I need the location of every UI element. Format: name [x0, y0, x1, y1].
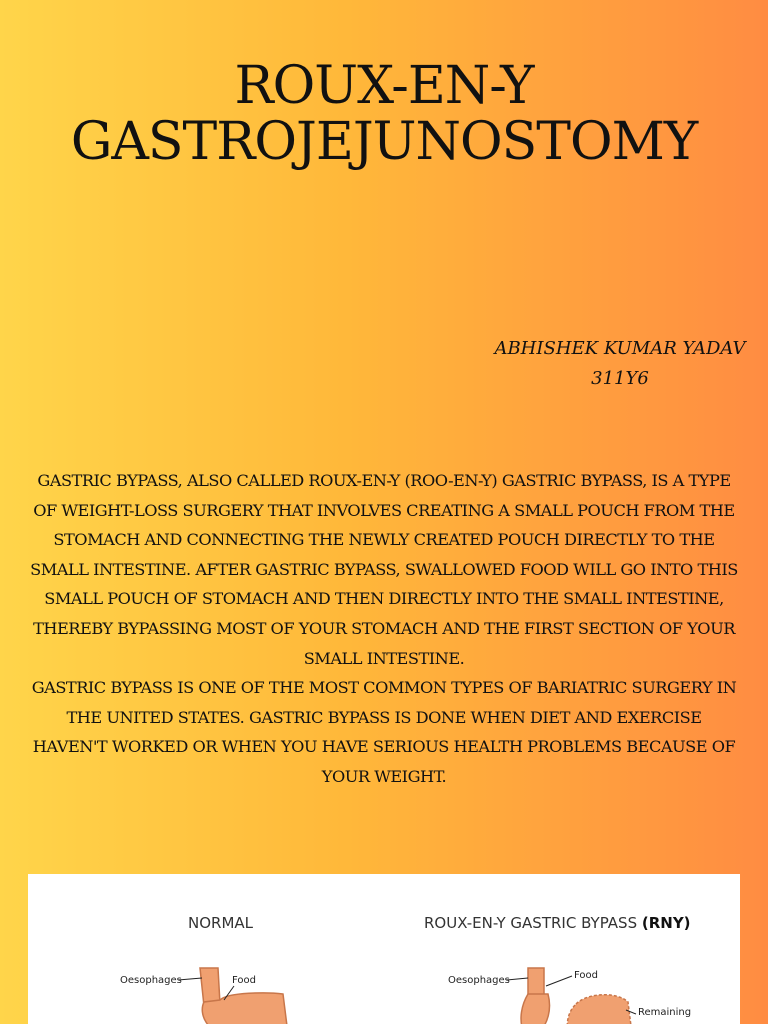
title-line-1: ROUX-EN-Y: [234, 56, 534, 116]
rny-remaining-stomach-shape: [567, 995, 632, 1024]
rny-remaining-label: Remaining: [638, 1007, 692, 1018]
paragraph-2: GASTRIC BYPASS IS ONE OF THE MOST COMMON TYPES OF BARIATRIC SURGERY IN THE UNITED STATES. GASTRIC BYPASS IS DONE WHEN DIET AND EXERCISE HAVEN'T WORKED OR WHEN YOU HAVE SERIOUS HEALTH PROBLEMS BECAUSE OF YOUR WEIGHT.: [31, 678, 737, 786]
paragraph-1: GASTRIC BYPASS, ALSO CALLED ROUX-EN-Y (ROO-EN-Y) GASTRIC BYPASS, IS A TYPE OF WEIGHT-LOSS SURGERY THAT INVOLVES CREATING A SMALL POUCH FROM THE STOMACH AND CONNECTING THE NEWLY CREATED POUCH DIRECTLY TO THE SMALL INTESTINE. AFTER GASTRIC BYPASS, SWALLOWED FOOD WILL GO INTO THIS SMALL POUCH OF STOMACH AND THEN DIRECTLY INTO THE SMALL INTESTINE, THEREBY BYPASSING MOST OF YOUR STOMACH AND THE FIRST SECTION OF YOUR SMALL INTESTINE.: [30, 471, 738, 668]
diagram-figure: [28, 874, 740, 1024]
title-line-2: GASTROJEJUNOSTOMY: [70, 112, 698, 172]
body-text: [30, 466, 738, 792]
author-name: ABHISHEK KUMAR YADAV: [494, 338, 746, 359]
rny-oesophagus-shape: [528, 968, 544, 996]
normal-oesophages-label: Oesophages: [120, 975, 182, 986]
rny-pouch-shape: [521, 994, 550, 1024]
rny-caption-bold: (RNY): [641, 914, 691, 932]
rny-caption-text: ROUX-EN-Y GASTRIC BYPASS: [424, 914, 642, 932]
rny-oesophages-label: Oesophages: [448, 975, 510, 986]
normal-food-label: Food: [232, 975, 256, 986]
author-block: [470, 334, 768, 394]
normal-caption: NORMAL: [188, 914, 254, 932]
rny-food-label: Food: [574, 970, 598, 981]
normal-stomach-illustration: [28, 874, 740, 1024]
page-title: [0, 58, 768, 170]
rny-food-pointer: [546, 976, 572, 986]
author-id: 311Y6: [591, 368, 649, 389]
